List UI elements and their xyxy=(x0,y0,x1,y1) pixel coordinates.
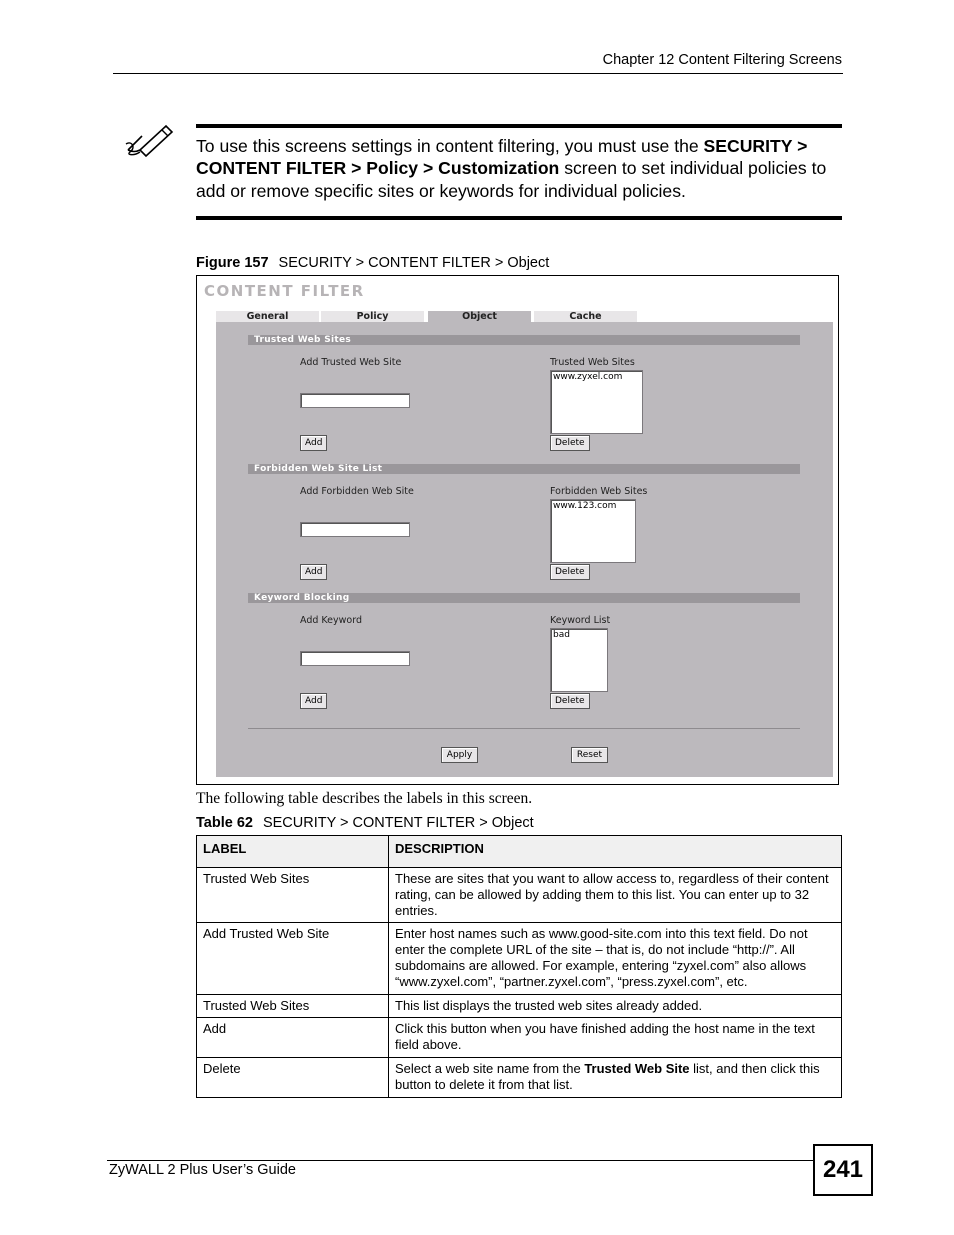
table-row xyxy=(197,868,842,923)
forbidden-sites-list[interactable] xyxy=(550,499,636,563)
tab-cache[interactable]: Cache xyxy=(534,311,637,323)
forbidden-web-sites-bar: Forbidden Web Site List xyxy=(248,464,800,474)
add-trusted-button[interactable]: Add xyxy=(300,435,327,451)
trusted-sites-list[interactable] xyxy=(550,370,643,434)
add-trusted-label: Add Trusted Web Site xyxy=(300,357,402,368)
page-number: 241 xyxy=(813,1144,873,1196)
header-rule xyxy=(113,73,843,74)
note-text: To use this screens settings in content filtering, you must use the SECURITY > CONTENT FILTER > Policy > Customization screen to set individual policies to add or remove specific sites or keywords for individual policies. xyxy=(196,136,827,201)
table-row xyxy=(197,1018,842,1058)
pencil-note-icon xyxy=(122,122,178,158)
row-description: Enter host names such as www.good-site.com into this text field. Do not enter the complete URL of the site – that is, do not include “http://”. All subdomains are allowed. For example, entering “zyxel.com” also allows “www.zyxel.com”, “partner.zyxel.com”, “press.zyxel.com”, etc. xyxy=(389,923,842,994)
footer-rule xyxy=(107,1160,813,1161)
tab-policy[interactable]: Policy xyxy=(321,311,424,323)
tab-object[interactable]: Object xyxy=(428,311,531,323)
description-table xyxy=(196,835,842,1098)
trusted-list-label: Trusted Web Sites xyxy=(550,357,635,368)
add-forbidden-button[interactable]: Add xyxy=(300,564,327,580)
content-filter-title: CONTENT FILTER xyxy=(204,282,365,300)
note-rule-bottom xyxy=(196,216,842,220)
list-item[interactable]: bad xyxy=(553,630,570,640)
header-label: LABEL xyxy=(197,836,389,868)
row-label: Trusted Web Sites xyxy=(197,868,389,923)
table-row xyxy=(197,1057,842,1097)
keyword-input[interactable] xyxy=(300,651,410,666)
table-header-row xyxy=(197,836,842,868)
delete-forbidden-button[interactable]: Delete xyxy=(550,564,590,580)
guide-title: ZyWALL 2 Plus User’s Guide xyxy=(109,1162,296,1178)
header-description: DESCRIPTION xyxy=(389,836,842,868)
list-item[interactable]: www.123.com xyxy=(553,501,617,511)
row-label: Add Trusted Web Site xyxy=(197,923,389,994)
delete-trusted-button[interactable]: Delete xyxy=(550,435,590,451)
table-row xyxy=(197,994,842,1018)
figure-caption: Figure 157 SECURITY > CONTENT FILTER > Object xyxy=(196,255,550,271)
chapter-header: Chapter 12 Content Filtering Screens xyxy=(602,52,842,68)
reset-button[interactable]: Reset xyxy=(571,747,608,763)
keyword-list[interactable] xyxy=(550,628,608,692)
keyword-list-label: Keyword List xyxy=(550,615,611,626)
add-forbidden-label: Add Forbidden Web Site xyxy=(300,486,414,497)
table-row xyxy=(197,923,842,994)
list-item[interactable]: www.zyxel.com xyxy=(553,372,623,382)
row-description: This list displays the trusted web sites already added. xyxy=(389,994,842,1018)
trusted-web-sites-bar: Trusted Web Sites xyxy=(248,335,800,345)
forbidden-site-input[interactable] xyxy=(300,522,410,537)
add-keyword-button[interactable]: Add xyxy=(300,693,327,709)
keyword-blocking-bar: Keyword Blocking xyxy=(248,593,800,603)
apply-button[interactable]: Apply xyxy=(441,747,478,763)
tab-bar xyxy=(216,311,636,322)
row-label: Add xyxy=(197,1018,389,1058)
row-label: Delete xyxy=(197,1057,389,1097)
note-rule-top xyxy=(196,124,842,128)
row-description: Click this button when you have finished adding the host name in the text field above. xyxy=(389,1018,842,1058)
row-description: Select a web site name from the Trusted Web Site list, and then click this button to delete it from that list. xyxy=(389,1057,842,1097)
delete-keyword-button[interactable]: Delete xyxy=(550,693,590,709)
tab-general[interactable]: General xyxy=(216,311,319,323)
trusted-site-input[interactable] xyxy=(300,393,410,408)
add-keyword-label: Add Keyword xyxy=(300,615,362,626)
panel-divider xyxy=(248,728,800,729)
row-description: These are sites that you want to allow access to, regardless of their content rating, can be allowed by adding them to this list. You can enter up to 32 entries. xyxy=(389,868,842,923)
row-label: Trusted Web Sites xyxy=(197,994,389,1018)
screenshot-frame xyxy=(196,275,839,785)
table-caption: Table 62 SECURITY > CONTENT FILTER > Object xyxy=(196,815,534,831)
object-panel xyxy=(216,322,833,777)
forbidden-list-label: Forbidden Web Sites xyxy=(550,486,648,497)
intro-text: The following table describes the labels in this screen. xyxy=(196,790,533,807)
